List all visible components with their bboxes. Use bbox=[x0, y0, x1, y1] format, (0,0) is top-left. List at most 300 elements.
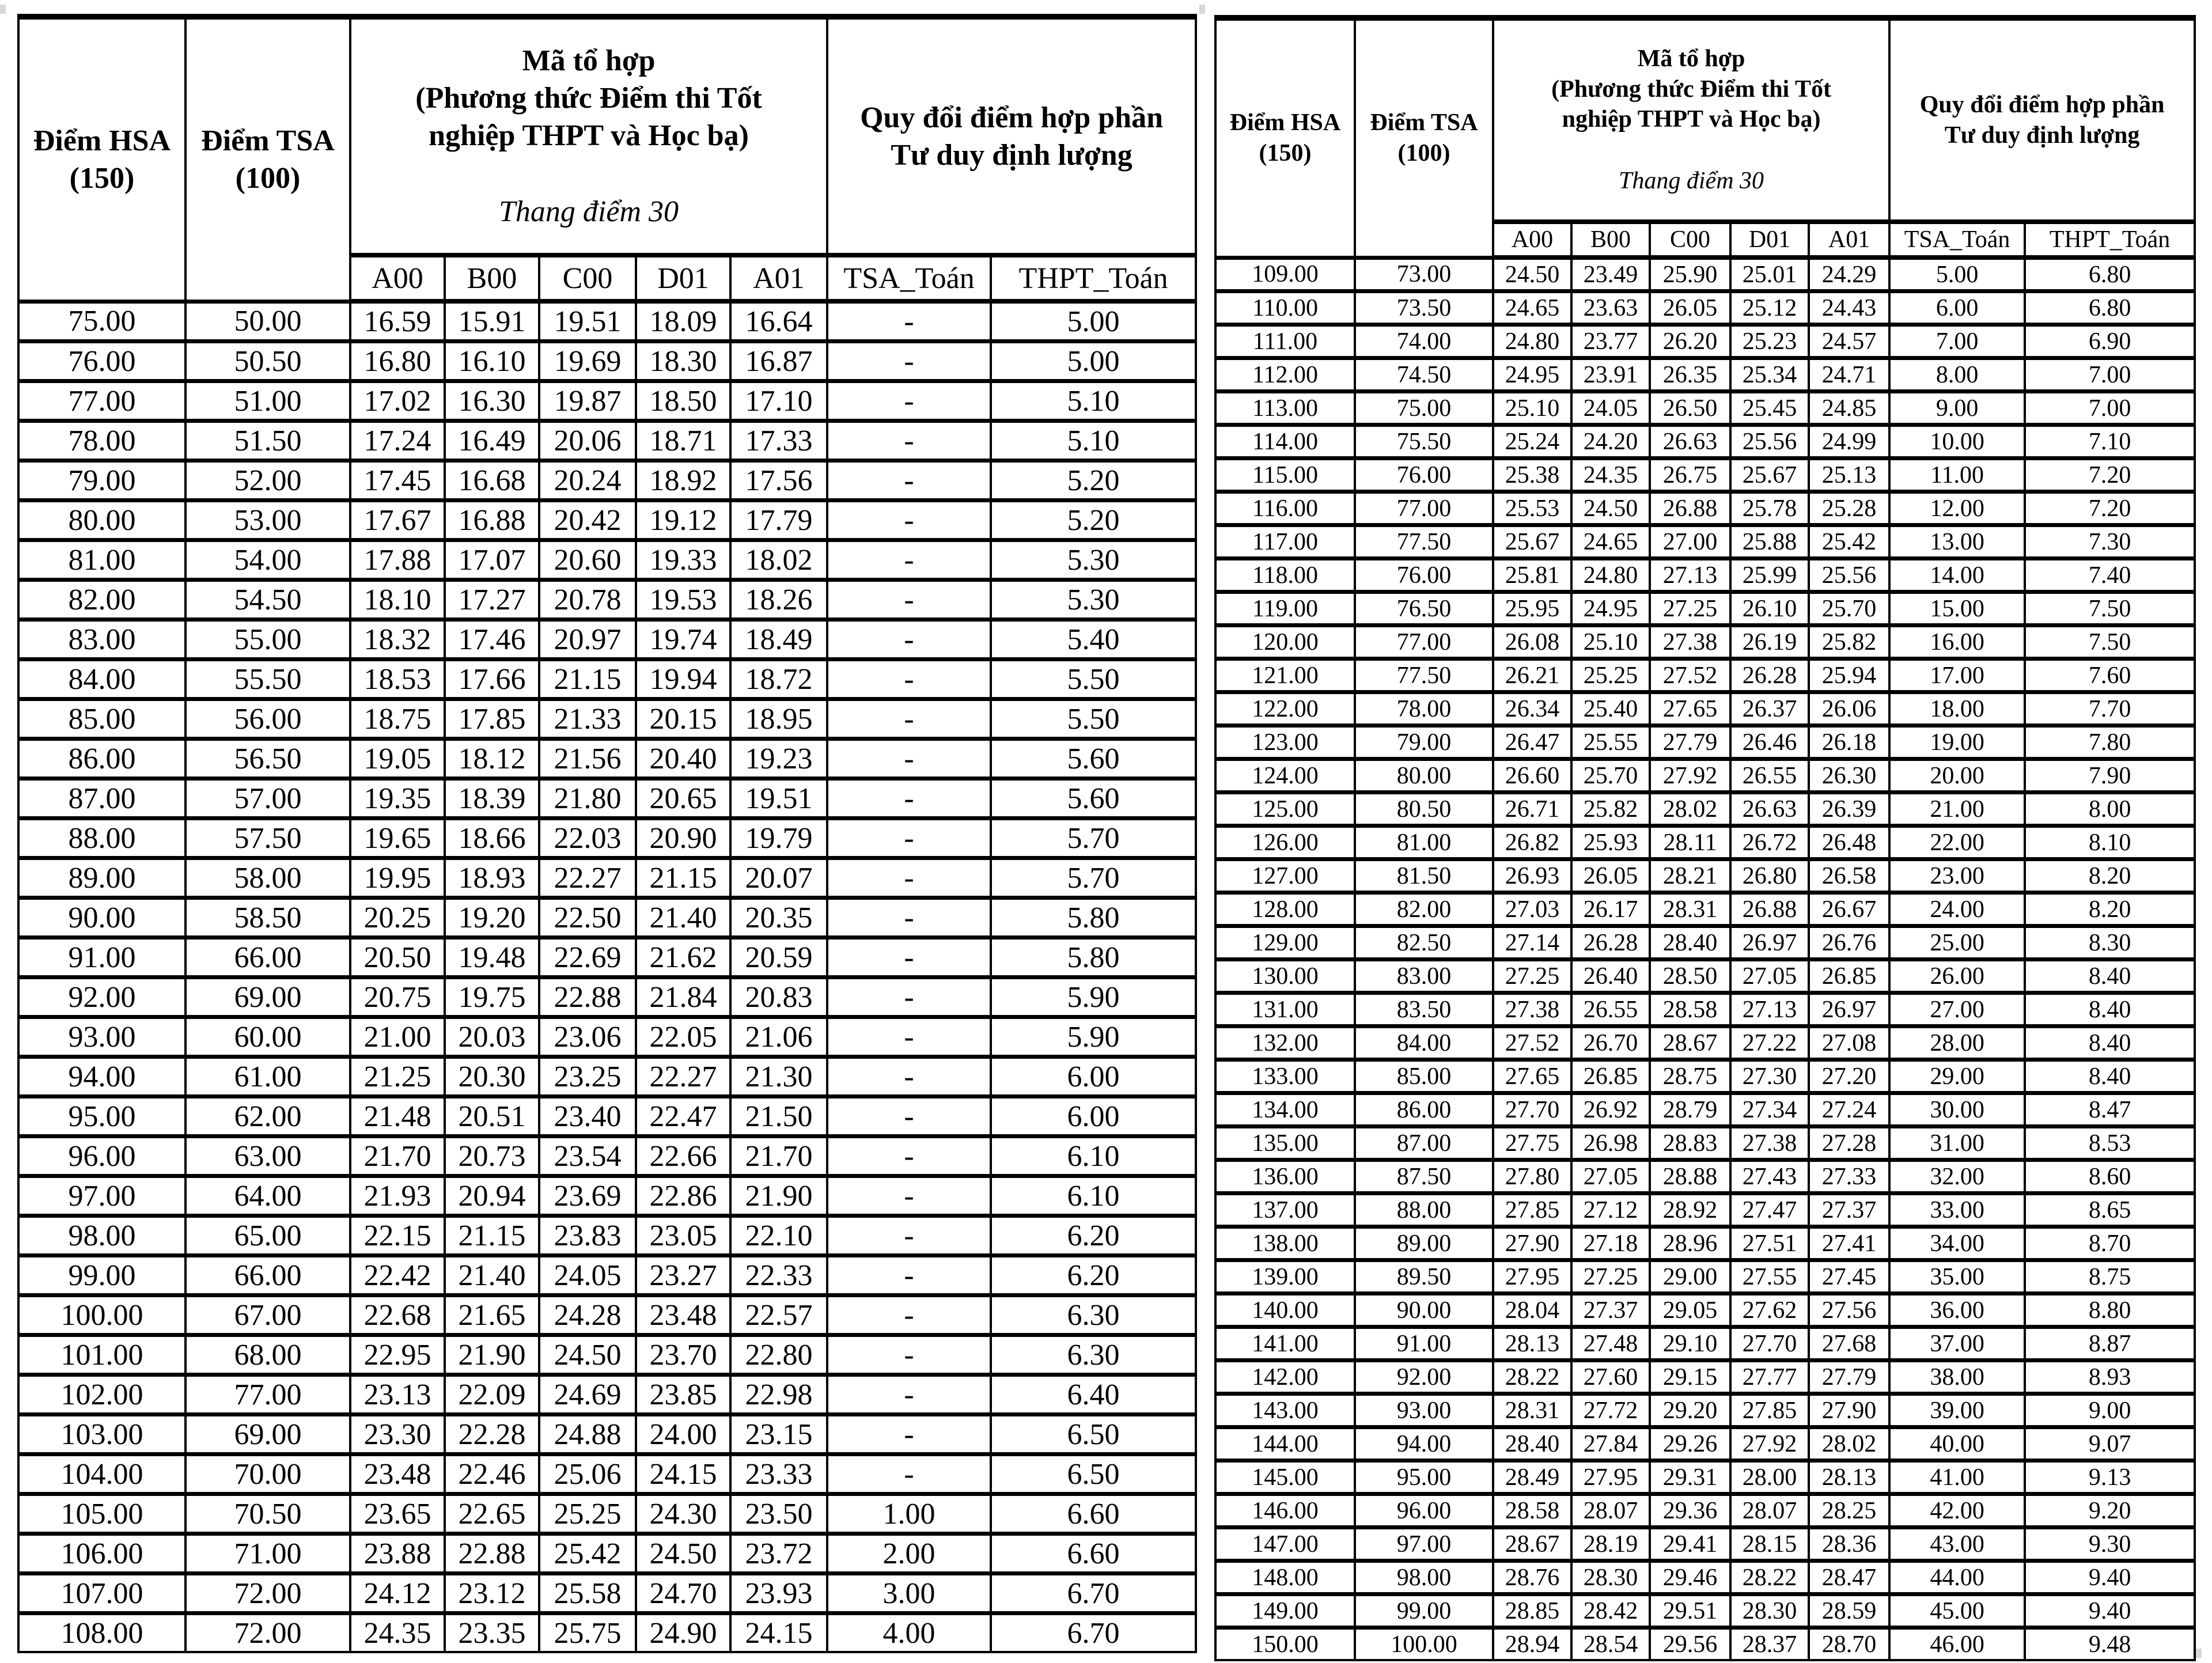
cell-c00: 27.92 bbox=[1650, 759, 1730, 793]
cell-tsa-toan: - bbox=[827, 1216, 991, 1256]
cell-c00: 23.06 bbox=[539, 1017, 636, 1057]
cell-hsa-score: 80.00 bbox=[18, 501, 185, 540]
cell-a01: 27.08 bbox=[1809, 1026, 1889, 1060]
cell-a00: 17.67 bbox=[350, 501, 445, 540]
cell-tsa-score: 94.00 bbox=[1355, 1427, 1493, 1461]
cell-tsa-score: 55.00 bbox=[185, 620, 350, 660]
cell-a01: 25.70 bbox=[1809, 592, 1889, 626]
cell-hsa-score: 141.00 bbox=[1215, 1327, 1355, 1361]
cell-d01: 20.15 bbox=[636, 699, 730, 739]
cell-a01: 26.18 bbox=[1809, 726, 1889, 759]
cell-tsa-toan: - bbox=[827, 1335, 991, 1375]
cell-a00: 27.14 bbox=[1493, 926, 1571, 960]
cell-tsa-score: 85.00 bbox=[1355, 1060, 1493, 1093]
cell-thpt-toan: 8.80 bbox=[2025, 1294, 2195, 1327]
cell-tsa-toan: 16.00 bbox=[1889, 626, 2025, 659]
cell-b00: 17.27 bbox=[445, 580, 539, 620]
cell-hsa-score: 82.00 bbox=[18, 580, 185, 620]
cell-d01: 23.70 bbox=[636, 1335, 730, 1375]
cell-tsa-toan: 30.00 bbox=[1889, 1093, 2025, 1127]
cell-hsa-score: 147.00 bbox=[1215, 1528, 1355, 1561]
cell-a01: 18.95 bbox=[730, 699, 827, 739]
table-row bbox=[1215, 926, 2195, 960]
cell-c00: 28.75 bbox=[1650, 1060, 1730, 1093]
cell-hsa-score: 117.00 bbox=[1215, 525, 1355, 559]
cell-d01: 25.56 bbox=[1730, 425, 1809, 459]
header-tsa bbox=[185, 17, 350, 301]
cell-thpt-toan: 8.70 bbox=[2025, 1227, 2195, 1260]
cell-a00: 23.65 bbox=[350, 1494, 445, 1534]
cell-d01: 28.37 bbox=[1730, 1628, 1809, 1661]
cell-c00: 23.25 bbox=[539, 1057, 636, 1097]
cell-thpt-toan: 8.47 bbox=[2025, 1093, 2195, 1127]
cell-tsa-score: 66.00 bbox=[185, 938, 350, 978]
cell-tsa-toan: 3.00 bbox=[827, 1574, 991, 1613]
cell-b00: 28.07 bbox=[1571, 1494, 1650, 1528]
cell-hsa-score: 124.00 bbox=[1215, 759, 1355, 793]
cell-b00: 27.12 bbox=[1571, 1194, 1650, 1227]
cell-thpt-toan: 8.40 bbox=[2025, 1026, 2195, 1060]
cell-tsa-score: 81.00 bbox=[1355, 826, 1493, 859]
cell-b00: 22.65 bbox=[445, 1494, 539, 1534]
cell-tsa-score: 76.00 bbox=[1355, 459, 1493, 492]
cell-thpt-toan: 5.50 bbox=[991, 660, 1196, 699]
cell-thpt-toan: 7.70 bbox=[2025, 692, 2195, 726]
cell-tsa-toan: 23.00 bbox=[1889, 859, 2025, 893]
cell-tsa-toan: - bbox=[827, 938, 991, 978]
cell-thpt-toan: 8.53 bbox=[2025, 1127, 2195, 1160]
cell-d01: 27.30 bbox=[1730, 1060, 1809, 1093]
cell-c00: 28.11 bbox=[1650, 826, 1730, 859]
cell-a00: 27.80 bbox=[1493, 1160, 1571, 1194]
cell-b00: 23.91 bbox=[1571, 358, 1650, 392]
cell-a00: 22.68 bbox=[350, 1295, 445, 1335]
cell-c00: 29.36 bbox=[1650, 1494, 1730, 1528]
cell-c00: 28.58 bbox=[1650, 993, 1730, 1026]
cell-tsa-toan: 2.00 bbox=[827, 1534, 991, 1574]
cell-a00: 25.81 bbox=[1493, 559, 1571, 592]
cell-a01: 27.37 bbox=[1809, 1194, 1889, 1227]
cell-d01: 25.67 bbox=[1730, 459, 1809, 492]
cell-tsa-toan: 28.00 bbox=[1889, 1026, 2025, 1060]
cell-a00: 24.65 bbox=[1493, 291, 1571, 325]
table-row bbox=[18, 1216, 1196, 1256]
cell-c00: 21.15 bbox=[539, 660, 636, 699]
cell-tsa-toan: 40.00 bbox=[1889, 1427, 2025, 1461]
cell-d01: 27.47 bbox=[1730, 1194, 1809, 1227]
cell-c00: 25.25 bbox=[539, 1494, 636, 1534]
cell-b00: 28.19 bbox=[1571, 1528, 1650, 1561]
cell-hsa-score: 119.00 bbox=[1215, 592, 1355, 626]
table-row bbox=[18, 699, 1196, 739]
header-convert-group bbox=[1889, 18, 2195, 222]
cell-hsa-score: 135.00 bbox=[1215, 1127, 1355, 1160]
cell-tsa-score: 57.50 bbox=[185, 819, 350, 858]
cell-a01: 24.85 bbox=[1809, 392, 1889, 425]
cell-a01: 25.13 bbox=[1809, 459, 1889, 492]
cell-d01: 27.43 bbox=[1730, 1160, 1809, 1194]
cell-c00: 25.42 bbox=[539, 1534, 636, 1574]
cell-c00: 21.33 bbox=[539, 699, 636, 739]
cell-tsa-toan: 26.00 bbox=[1889, 960, 2025, 993]
cell-a01: 21.70 bbox=[730, 1137, 827, 1176]
cell-tsa-score: 63.00 bbox=[185, 1137, 350, 1176]
cell-thpt-toan: 9.40 bbox=[2025, 1561, 2195, 1594]
header-combo-scale: Thang điểm 30 bbox=[1619, 168, 1764, 195]
table-row bbox=[1215, 1194, 2195, 1227]
cell-tsa-score: 75.00 bbox=[1355, 392, 1493, 425]
table-row bbox=[18, 1176, 1196, 1216]
cell-thpt-toan: 7.20 bbox=[2025, 459, 2195, 492]
cell-a01: 26.06 bbox=[1809, 692, 1889, 726]
cell-d01: 18.71 bbox=[636, 421, 730, 461]
cell-a01: 25.56 bbox=[1809, 559, 1889, 592]
cell-b00: 20.73 bbox=[445, 1137, 539, 1176]
cell-thpt-toan: 6.50 bbox=[991, 1415, 1196, 1454]
table-row bbox=[1215, 759, 2195, 793]
cell-hsa-score: 76.00 bbox=[18, 342, 185, 381]
cell-thpt-toan: 8.87 bbox=[2025, 1327, 2195, 1361]
cell-tsa-toan: 21.00 bbox=[1889, 793, 2025, 826]
cell-thpt-toan: 9.48 bbox=[2025, 1628, 2195, 1661]
cell-tsa-score: 88.00 bbox=[1355, 1194, 1493, 1227]
cell-a01: 23.72 bbox=[730, 1534, 827, 1574]
table-body-left bbox=[18, 301, 1196, 1652]
col-header-a01: A01 bbox=[730, 255, 827, 301]
cell-tsa-score: 73.50 bbox=[1355, 291, 1493, 325]
cell-c00: 24.05 bbox=[539, 1256, 636, 1295]
cell-a00: 27.52 bbox=[1493, 1026, 1571, 1060]
cell-a00: 25.38 bbox=[1493, 459, 1571, 492]
cell-thpt-toan: 7.80 bbox=[2025, 726, 2195, 759]
cell-d01: 28.22 bbox=[1730, 1561, 1809, 1594]
cell-c00: 22.69 bbox=[539, 938, 636, 978]
cell-tsa-toan: 43.00 bbox=[1889, 1528, 2025, 1561]
cell-hsa-score: 150.00 bbox=[1215, 1628, 1355, 1661]
cell-b00: 25.40 bbox=[1571, 692, 1650, 726]
cell-a00: 28.49 bbox=[1493, 1461, 1571, 1494]
col-header-tsa-toan: TSA_Toán bbox=[1889, 222, 2025, 257]
cell-tsa-toan: 4.00 bbox=[827, 1613, 991, 1653]
cell-a01: 27.45 bbox=[1809, 1260, 1889, 1294]
cell-b00: 27.05 bbox=[1571, 1160, 1650, 1194]
table-row bbox=[1215, 960, 2195, 993]
cell-d01: 27.38 bbox=[1730, 1127, 1809, 1160]
cell-tsa-score: 77.00 bbox=[1355, 626, 1493, 659]
table-row bbox=[1215, 592, 2195, 626]
cell-b00: 26.85 bbox=[1571, 1060, 1650, 1093]
cell-a01: 17.79 bbox=[730, 501, 827, 540]
header-convert-group bbox=[827, 17, 1196, 255]
cell-hsa-score: 145.00 bbox=[1215, 1461, 1355, 1494]
cell-b00: 17.66 bbox=[445, 660, 539, 699]
cell-c00: 24.69 bbox=[539, 1375, 636, 1415]
cell-c00: 27.00 bbox=[1650, 525, 1730, 559]
cell-tsa-toan: - bbox=[827, 699, 991, 739]
cell-c00: 29.31 bbox=[1650, 1461, 1730, 1494]
cell-b00: 23.12 bbox=[445, 1574, 539, 1613]
cell-hsa-score: 109.00 bbox=[1215, 257, 1355, 291]
cell-b00: 27.48 bbox=[1571, 1327, 1650, 1361]
cell-hsa-score: 142.00 bbox=[1215, 1361, 1355, 1394]
cell-tsa-toan: 20.00 bbox=[1889, 759, 2025, 793]
header-tsa bbox=[1355, 18, 1493, 257]
cell-d01: 27.62 bbox=[1730, 1294, 1809, 1327]
cell-tsa-toan: 17.00 bbox=[1889, 659, 2025, 692]
cell-tsa-toan: 38.00 bbox=[1889, 1361, 2025, 1394]
cell-a01: 25.94 bbox=[1809, 659, 1889, 692]
cell-c00: 19.87 bbox=[539, 381, 636, 421]
cell-d01: 21.62 bbox=[636, 938, 730, 978]
cell-a00: 26.21 bbox=[1493, 659, 1571, 692]
cell-tsa-score: 69.00 bbox=[185, 1415, 350, 1454]
header-tsa-label: Điểm TSA bbox=[201, 124, 335, 157]
cell-a01: 17.10 bbox=[730, 381, 827, 421]
table-row bbox=[18, 858, 1196, 898]
cell-thpt-toan: 9.00 bbox=[2025, 1394, 2195, 1427]
cell-thpt-toan: 8.60 bbox=[2025, 1160, 2195, 1194]
table-row bbox=[18, 540, 1196, 580]
cell-thpt-toan: 8.40 bbox=[2025, 960, 2195, 993]
cell-a00: 27.65 bbox=[1493, 1060, 1571, 1093]
col-header-tsa-toan: TSA_Toán bbox=[827, 255, 991, 301]
cell-a00: 18.53 bbox=[350, 660, 445, 699]
table-row bbox=[1215, 559, 2195, 592]
cell-hsa-score: 136.00 bbox=[1215, 1160, 1355, 1194]
cell-d01: 25.34 bbox=[1730, 358, 1809, 392]
table-row bbox=[18, 898, 1196, 938]
cell-hsa-score: 132.00 bbox=[1215, 1026, 1355, 1060]
cell-a01: 22.98 bbox=[730, 1375, 827, 1415]
cell-a00: 22.42 bbox=[350, 1256, 445, 1295]
cell-d01: 27.34 bbox=[1730, 1093, 1809, 1127]
cell-d01: 21.15 bbox=[636, 858, 730, 898]
cell-b00: 21.65 bbox=[445, 1295, 539, 1335]
cell-tsa-toan: - bbox=[827, 1176, 991, 1216]
cell-d01: 23.05 bbox=[636, 1216, 730, 1256]
cell-a01: 24.29 bbox=[1809, 257, 1889, 291]
cell-tsa-score: 100.00 bbox=[1355, 1628, 1493, 1661]
cell-thpt-toan: 8.40 bbox=[2025, 1060, 2195, 1093]
cell-b00: 23.35 bbox=[445, 1613, 539, 1653]
cell-d01: 20.40 bbox=[636, 739, 730, 779]
cell-tsa-score: 89.00 bbox=[1355, 1227, 1493, 1260]
cell-b00: 25.82 bbox=[1571, 793, 1650, 826]
cell-tsa-score: 98.00 bbox=[1355, 1561, 1493, 1594]
cell-a01: 17.33 bbox=[730, 421, 827, 461]
cell-a01: 23.33 bbox=[730, 1454, 827, 1494]
cell-tsa-toan: 12.00 bbox=[1889, 492, 2025, 525]
cell-tsa-toan: - bbox=[827, 580, 991, 620]
cell-tsa-toan: 32.00 bbox=[1889, 1160, 2025, 1194]
cell-a00: 28.31 bbox=[1493, 1394, 1571, 1427]
table-row bbox=[1215, 1394, 2195, 1427]
cell-d01: 19.53 bbox=[636, 580, 730, 620]
cell-c00: 28.31 bbox=[1650, 893, 1730, 926]
cell-thpt-toan: 6.50 bbox=[991, 1454, 1196, 1494]
cell-b00: 24.05 bbox=[1571, 392, 1650, 425]
cell-thpt-toan: 5.90 bbox=[991, 978, 1196, 1017]
header-combo-group bbox=[1493, 18, 1889, 222]
cell-c00: 22.03 bbox=[539, 819, 636, 858]
header-combo-subtitle: (Phương thức Điểm thi Tốt nghiệp THPT và Học bạ) bbox=[415, 81, 762, 152]
table-row bbox=[1215, 1628, 2195, 1661]
cell-tsa-score: 92.00 bbox=[1355, 1361, 1493, 1394]
cell-tsa-score: 77.00 bbox=[185, 1375, 350, 1415]
cell-a01: 18.02 bbox=[730, 540, 827, 580]
cell-d01: 27.92 bbox=[1730, 1427, 1809, 1461]
cell-b00: 21.90 bbox=[445, 1335, 539, 1375]
cell-thpt-toan: 5.60 bbox=[991, 779, 1196, 819]
cell-hsa-score: 85.00 bbox=[18, 699, 185, 739]
cell-c00: 26.88 bbox=[1650, 492, 1730, 525]
cell-a01: 23.50 bbox=[730, 1494, 827, 1534]
cell-tsa-score: 89.50 bbox=[1355, 1260, 1493, 1294]
cell-a00: 27.38 bbox=[1493, 993, 1571, 1026]
cell-thpt-toan: 6.80 bbox=[2025, 291, 2195, 325]
cell-tsa-toan: - bbox=[827, 620, 991, 660]
cell-d01: 25.12 bbox=[1730, 291, 1809, 325]
cell-tsa-toan: 37.00 bbox=[1889, 1327, 2025, 1361]
cell-tsa-toan: 15.00 bbox=[1889, 592, 2025, 626]
cell-tsa-toan: 45.00 bbox=[1889, 1594, 2025, 1628]
cell-hsa-score: 131.00 bbox=[1215, 993, 1355, 1026]
table-row bbox=[18, 461, 1196, 501]
table-row bbox=[1215, 492, 2195, 525]
col-header-b00: B00 bbox=[1571, 222, 1650, 257]
cell-hsa-score: 87.00 bbox=[18, 779, 185, 819]
cell-d01: 26.28 bbox=[1730, 659, 1809, 692]
cell-thpt-toan: 6.10 bbox=[991, 1176, 1196, 1216]
cell-tsa-toan: - bbox=[827, 1017, 991, 1057]
cell-thpt-toan: 7.50 bbox=[2025, 592, 2195, 626]
col-header-c00: C00 bbox=[1650, 222, 1730, 257]
cell-d01: 20.65 bbox=[636, 779, 730, 819]
cell-c00: 26.35 bbox=[1650, 358, 1730, 392]
cell-tsa-toan: - bbox=[827, 898, 991, 938]
table-row bbox=[18, 1017, 1196, 1057]
cell-thpt-toan: 6.20 bbox=[991, 1216, 1196, 1256]
cell-d01: 19.94 bbox=[636, 660, 730, 699]
cell-a01: 20.83 bbox=[730, 978, 827, 1017]
cell-thpt-toan: 5.90 bbox=[991, 1017, 1196, 1057]
table-row bbox=[18, 938, 1196, 978]
cell-hsa-score: 92.00 bbox=[18, 978, 185, 1017]
cell-a00: 19.95 bbox=[350, 858, 445, 898]
col-header-a00: A00 bbox=[1493, 222, 1571, 257]
cell-a00: 21.93 bbox=[350, 1176, 445, 1216]
table-row bbox=[1215, 993, 2195, 1026]
cell-tsa-toan: - bbox=[827, 819, 991, 858]
cell-a01: 27.28 bbox=[1809, 1127, 1889, 1160]
cell-d01: 18.09 bbox=[636, 301, 730, 342]
cell-a01: 21.06 bbox=[730, 1017, 827, 1057]
cell-hsa-score: 128.00 bbox=[1215, 893, 1355, 926]
cell-b00: 27.60 bbox=[1571, 1361, 1650, 1394]
table-row bbox=[18, 978, 1196, 1017]
cell-thpt-toan: 8.93 bbox=[2025, 1361, 2195, 1394]
cell-tsa-toan: - bbox=[827, 342, 991, 381]
cell-tsa-score: 52.00 bbox=[185, 461, 350, 501]
cell-a01: 18.26 bbox=[730, 580, 827, 620]
cell-thpt-toan: 6.10 bbox=[991, 1137, 1196, 1176]
table-row bbox=[18, 819, 1196, 858]
cell-a00: 25.24 bbox=[1493, 425, 1571, 459]
cell-a01: 19.51 bbox=[730, 779, 827, 819]
cell-tsa-score: 62.00 bbox=[185, 1097, 350, 1137]
cell-a01: 20.59 bbox=[730, 938, 827, 978]
cell-tsa-score: 58.00 bbox=[185, 858, 350, 898]
cell-b00: 24.65 bbox=[1571, 525, 1650, 559]
cell-thpt-toan: 8.40 bbox=[2025, 993, 2195, 1026]
cell-tsa-score: 67.00 bbox=[185, 1295, 350, 1335]
cell-tsa-score: 83.00 bbox=[1355, 960, 1493, 993]
col-header-thpt-toan: THPT_Toán bbox=[991, 255, 1196, 301]
cell-c00: 26.05 bbox=[1650, 291, 1730, 325]
cell-tsa-score: 61.00 bbox=[185, 1057, 350, 1097]
cell-tsa-score: 80.50 bbox=[1355, 793, 1493, 826]
cell-tsa-toan: 13.00 bbox=[1889, 525, 2025, 559]
cell-tsa-score: 73.00 bbox=[1355, 257, 1493, 291]
cell-thpt-toan: 5.80 bbox=[991, 898, 1196, 938]
cell-d01: 18.30 bbox=[636, 342, 730, 381]
cell-tsa-score: 66.00 bbox=[185, 1256, 350, 1295]
col-header-b00: B00 bbox=[445, 255, 539, 301]
cell-hsa-score: 102.00 bbox=[18, 1375, 185, 1415]
cell-c00: 21.56 bbox=[539, 739, 636, 779]
table-row bbox=[1215, 826, 2195, 859]
cell-thpt-toan: 6.90 bbox=[2025, 325, 2195, 358]
cell-tsa-score: 60.00 bbox=[185, 1017, 350, 1057]
cell-hsa-score: 106.00 bbox=[18, 1534, 185, 1574]
cell-c00: 27.79 bbox=[1650, 726, 1730, 759]
cell-d01: 27.22 bbox=[1730, 1026, 1809, 1060]
cell-tsa-toan: 8.00 bbox=[1889, 358, 2025, 392]
cell-a00: 26.71 bbox=[1493, 793, 1571, 826]
cell-thpt-toan: 8.20 bbox=[2025, 859, 2195, 893]
cell-b00: 24.95 bbox=[1571, 592, 1650, 626]
table-row bbox=[1215, 1594, 2195, 1628]
cell-a01: 20.35 bbox=[730, 898, 827, 938]
cell-thpt-toan: 9.40 bbox=[2025, 1594, 2195, 1628]
cell-a00: 19.05 bbox=[350, 739, 445, 779]
cell-a00: 21.70 bbox=[350, 1137, 445, 1176]
cell-b00: 20.51 bbox=[445, 1097, 539, 1137]
cell-tsa-toan: 1.00 bbox=[827, 1494, 991, 1534]
cell-c00: 24.50 bbox=[539, 1335, 636, 1375]
cell-hsa-score: 137.00 bbox=[1215, 1194, 1355, 1227]
cell-a01: 21.30 bbox=[730, 1057, 827, 1097]
cell-a01: 19.23 bbox=[730, 739, 827, 779]
cell-a01: 24.15 bbox=[730, 1613, 827, 1653]
cell-hsa-score: 148.00 bbox=[1215, 1561, 1355, 1594]
table-row bbox=[1215, 859, 2195, 893]
cell-b00: 18.12 bbox=[445, 739, 539, 779]
cell-tsa-score: 81.50 bbox=[1355, 859, 1493, 893]
cell-tsa-toan: 34.00 bbox=[1889, 1227, 2025, 1260]
cell-tsa-toan: 10.00 bbox=[1889, 425, 2025, 459]
cell-thpt-toan: 7.40 bbox=[2025, 559, 2195, 592]
cell-hsa-score: 149.00 bbox=[1215, 1594, 1355, 1628]
cell-hsa-score: 78.00 bbox=[18, 421, 185, 461]
cell-a00: 25.95 bbox=[1493, 592, 1571, 626]
cell-b00: 24.80 bbox=[1571, 559, 1650, 592]
cell-thpt-toan: 5.80 bbox=[991, 938, 1196, 978]
table-row bbox=[1215, 793, 2195, 826]
cell-tsa-score: 86.00 bbox=[1355, 1093, 1493, 1127]
cell-c00: 29.05 bbox=[1650, 1294, 1730, 1327]
header-combo-title: Mã tổ hợp bbox=[522, 44, 656, 77]
